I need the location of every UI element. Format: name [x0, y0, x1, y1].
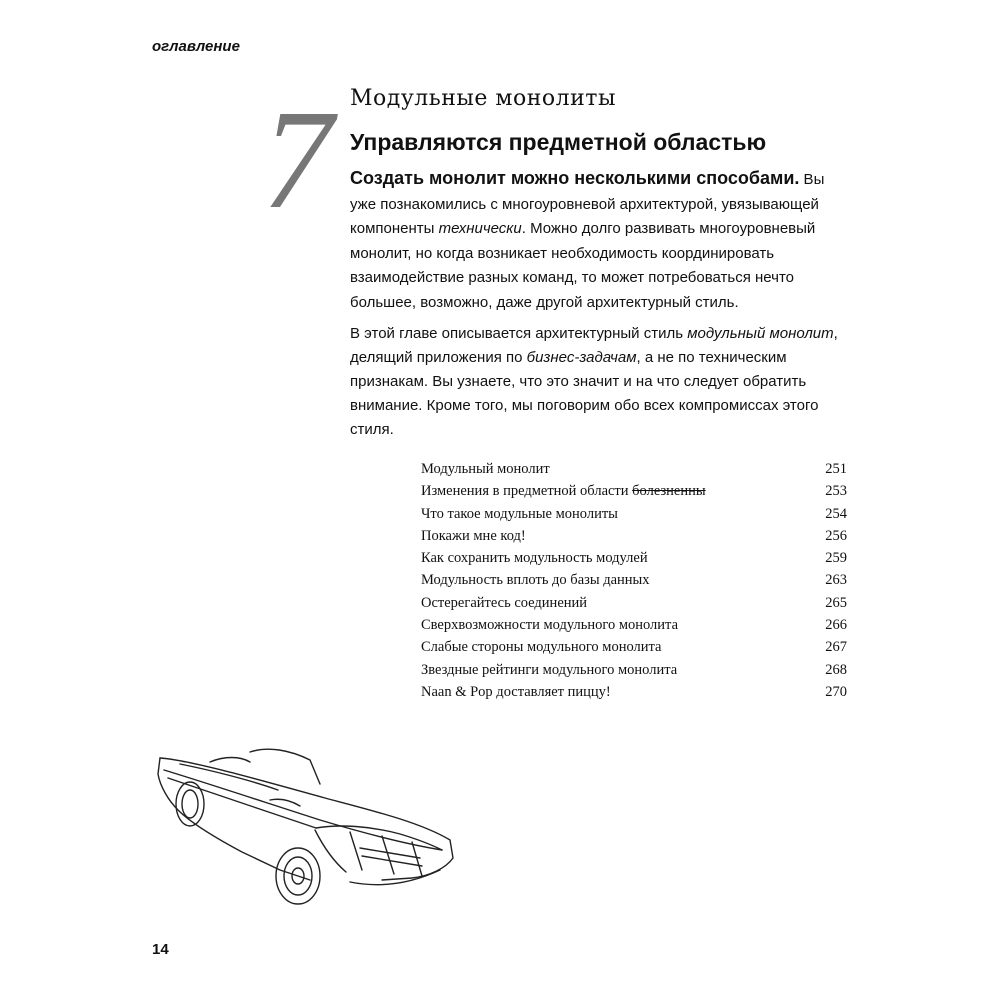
toc-entry-title-text: Изменения в предметной области: [421, 483, 633, 500]
chapter-title: Управляются предметной областью: [350, 129, 767, 155]
description-paragraph: [350, 322, 850, 442]
toc-entry[interactable]: [421, 525, 847, 547]
toc-list: [421, 458, 847, 703]
toc-entry[interactable]: [421, 614, 847, 636]
toc-entry-title: Сверхвозможности модульного монолита: [421, 617, 679, 634]
toc-entry-page: 267: [825, 639, 847, 656]
toc-entry[interactable]: [421, 636, 847, 658]
desc-emphasis-1: модульный монолит: [687, 325, 834, 342]
intro-lead: Создать монолит можно несколькими способами.: [350, 168, 800, 188]
toc-entry-title: Как сохранить модульность модулей: [421, 550, 648, 567]
toc-entry-page: 259: [825, 550, 847, 567]
intro-text-1: Вы уже познакомились с многоуровневой архитектурой, увязывающей компоненты: [350, 171, 825, 237]
desc-text-3: , а не по техническим признакам. Вы узнаете, что это значит и на что следует обратить внимание. Кроме того, мы поговорим обо всех компромиссах этого стиля.: [350, 349, 819, 438]
toc-entry-page: 270: [825, 683, 847, 700]
toc-entry-title: Покажи мне код!: [421, 527, 526, 544]
toc-entry[interactable]: [421, 659, 847, 681]
toc-entry-page: 253: [825, 483, 847, 500]
toc-entry[interactable]: [421, 681, 847, 703]
intro-text-2: . Можно долго развивать многоуровневый монолит, но когда возникает необходимость координировать взаимодействие разных команд, то может потребоваться нечто большее, возможно, даже другой архитектурный стиль.: [350, 220, 816, 311]
toc-entry-title: [421, 480, 706, 502]
toc-entry-page: 251: [825, 461, 847, 477]
toc-entry-page: 263: [825, 572, 847, 589]
desc-text-1: В этой главе описывается архитектурный стиль: [350, 325, 688, 342]
toc-entry-page: 265: [825, 594, 847, 611]
toc-entry-page: 256: [825, 527, 847, 544]
toc-entry[interactable]: [421, 480, 847, 502]
toc-entry-page: 268: [825, 661, 847, 678]
toc-entry[interactable]: [421, 503, 847, 525]
intro-emphasis: технически: [438, 220, 522, 237]
section-header: оглавление: [152, 38, 240, 55]
chapter-name: Модульные монолиты: [350, 86, 616, 111]
toc-entry-page: 254: [825, 505, 847, 522]
toc-entry-title: Слабые стороны модульного монолита: [421, 639, 662, 656]
toc-entry-title: Naan & Pop доставляет пиццу!: [421, 683, 611, 700]
chapter-number: 7: [262, 80, 333, 238]
toc-entry-strike: болезненны: [632, 483, 706, 500]
toc-entry-title: Модульность вплоть до базы данных: [421, 572, 650, 589]
toc-entry-title: Остерегайтесь соединений: [421, 594, 588, 611]
toc-entry[interactable]: [421, 458, 847, 480]
toc-entry[interactable]: [421, 592, 847, 614]
page-number: 14: [152, 941, 169, 958]
toc-entry[interactable]: [421, 547, 847, 569]
convertible-car-icon: [150, 740, 460, 910]
toc-entry-title: Что такое модульные монолиты: [421, 505, 618, 522]
toc-entry[interactable]: [421, 569, 847, 591]
desc-emphasis-2: бизнес-задачам: [526, 349, 637, 366]
desc-text-2: , делящий приложения по: [350, 325, 838, 366]
intro-paragraph: [350, 166, 850, 315]
toc-entry-title: Модульный монолит: [421, 461, 550, 477]
toc-entry-page: 266: [825, 617, 847, 634]
toc-entry-title: Звездные рейтинги модульного монолита: [421, 661, 678, 678]
